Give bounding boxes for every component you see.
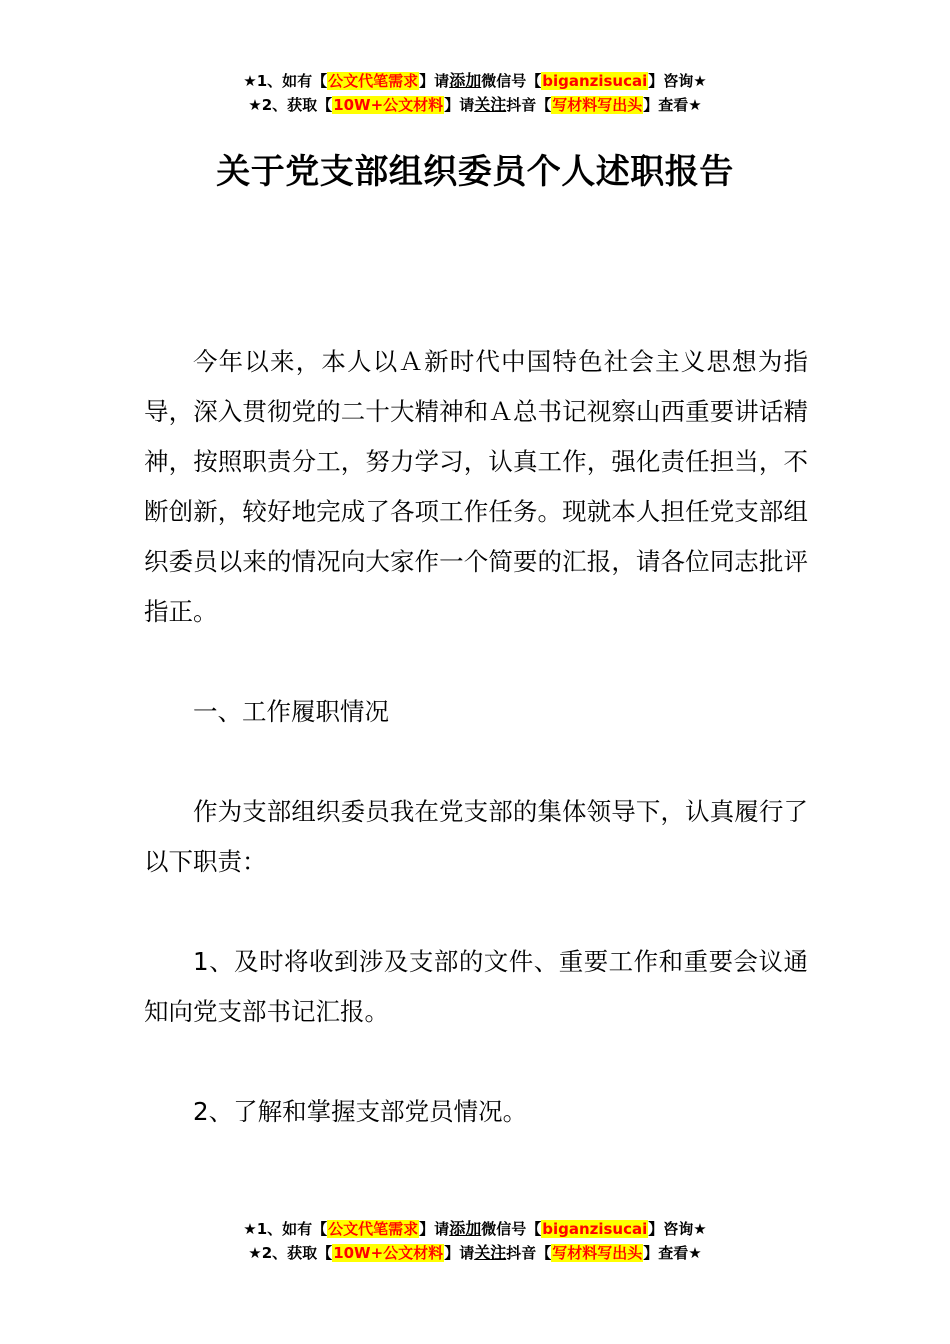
banner-highlight: biganzisucai (542, 1220, 648, 1238)
banner-highlight: 10W+公文材料 (333, 1244, 444, 1262)
banner-text: ★2、获取【 (248, 1244, 333, 1262)
banner-text: 微信号【 (481, 1220, 542, 1238)
banner-text: ★1、如有【 (243, 72, 328, 90)
banner-text: 】查看★ (643, 1244, 702, 1262)
list-item-1: 1、及时将收到涉及支部的文件、重要工作和重要会议通知向党支部书记汇报。 (144, 947, 808, 1026)
banner-text: 】请 (419, 1220, 450, 1238)
banner-text: 】请 (444, 1244, 475, 1262)
banner-text: 抖音【 (506, 1244, 552, 1262)
paragraph-intro: 今年以来，本人以Ａ新时代中国特色社会主义思想为指导，深入贯彻党的二十大精神和Ａ总书记视察山西重要讲话精神，按照职责分工，努力学习，认真工作，强化责任担当，不断创新，较好地完成了各项工作任务。现就本人担任党支部组织委员以来的情况向大家作一个简要的汇报，请各位同志批评指正。 (144, 347, 808, 626)
banner-highlight: 写材料写出头 (552, 96, 643, 114)
header-banner-line-2 (0, 93, 950, 117)
header-banner (0, 69, 950, 117)
banner-underlined-text: 添加 (449, 1219, 482, 1238)
list-item-2: 2、了解和掌握支部党员情况。 (193, 1097, 528, 1126)
header-banner-line-1 (0, 69, 950, 93)
banner-text: 抖音【 (506, 96, 552, 114)
banner-underlined-text: 关注 (474, 95, 507, 114)
banner-text: ★2、获取【 (248, 96, 333, 114)
banner-text: 】请 (444, 96, 475, 114)
banner-text: 】咨询★ (648, 1220, 707, 1238)
paragraph-duties: 作为支部组织委员我在党支部的集体领导下，认真履行了以下职责： (144, 797, 808, 876)
banner-underlined-text: 关注 (474, 1243, 507, 1262)
banner-highlight: 10W+公文材料 (333, 96, 444, 114)
banner-underlined-text: 添加 (449, 71, 482, 90)
paragraph-spacer (144, 1037, 808, 1087)
paragraph-spacer (144, 737, 808, 787)
document-title: 关于党支部组织委员个人述职报告 (216, 152, 734, 192)
banner-highlight: 公文代笔需求 (328, 72, 419, 90)
banner-text: 微信号【 (481, 72, 542, 90)
paragraph-spacer (144, 887, 808, 937)
footer-banner-line-1 (0, 1217, 950, 1241)
section-heading: 一、工作履职情况 (193, 697, 389, 726)
footer-banner-line-2 (0, 1241, 950, 1265)
banner-highlight: 公文代笔需求 (328, 1220, 419, 1238)
banner-highlight: biganzisucai (542, 72, 648, 90)
banner-text: 】查看★ (643, 96, 702, 114)
banner-text: 】请 (419, 72, 450, 90)
banner-highlight: 写材料写出头 (552, 1244, 643, 1262)
banner-text: 】咨询★ (648, 72, 707, 90)
footer-banner (0, 1217, 950, 1265)
banner-text: ★1、如有【 (243, 1220, 328, 1238)
document-body (144, 337, 808, 1137)
paragraph-spacer (144, 637, 808, 687)
